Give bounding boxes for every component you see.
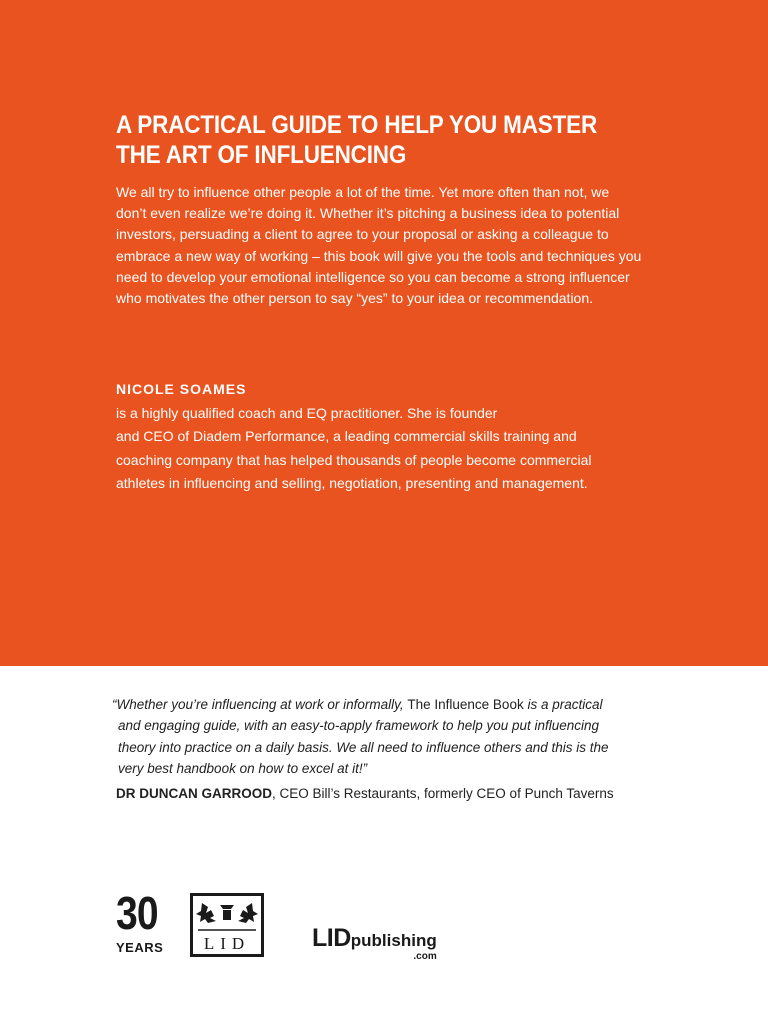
bio-text: is a highly qualified coach and EQ practitioner. She is founder [116, 404, 498, 421]
lid-crest-logo [190, 893, 264, 957]
author-bio [116, 378, 698, 496]
quote-text: is a practical [523, 697, 603, 712]
publisher-name: publishing [350, 931, 437, 950]
publisher-name-bold: LID [312, 924, 351, 952]
anniversary-label: YEARS [116, 940, 164, 955]
blurb-line: We all try to influence other people a lot of the time. Yet more often than not, we [116, 184, 610, 200]
blurb-line: embrace a new way of working – this book will give you the tools and techniques you [116, 247, 642, 264]
blurb-line: investors, persuading a client to agree to your proposal or asking a colleague to [116, 226, 609, 243]
anniversary-number: 30 [116, 887, 158, 939]
quote-text: “Whether you’re influencing at work or informally, [112, 697, 408, 712]
headline-line: THE ART OF INFLUENCING [116, 141, 407, 169]
blurb-line: need to develop your emotional intelligence so you can become a strong influencer [116, 268, 630, 285]
endorsement-quote [112, 694, 702, 780]
anniversary-badge [116, 887, 172, 960]
headline [116, 110, 620, 170]
quote-line: and engaging guide, with an easy-to-apply framework to help you put influencing [118, 718, 600, 734]
bio-line: athletes in influencing and selling, negotiation, presenting and management. [116, 475, 588, 491]
author-name: NICOLE SOAMES [116, 381, 247, 397]
endorsement-attribution [116, 786, 614, 801]
blurb-line: don’t even realize we’re doing it. Whether it’s pitching a business idea to potential [116, 205, 620, 222]
lid-crest-text: LID [203, 934, 251, 953]
bio-line [116, 378, 698, 425]
quote-line [112, 694, 702, 715]
bio-line: coaching company that has helped thousands of people become commercial [116, 451, 592, 468]
quote-line: theory into practice on a daily basis. We all need to influence others and this is the [118, 739, 609, 755]
publisher-domain: .com [413, 951, 437, 962]
publisher-logo [312, 924, 437, 962]
endorser-name: DR DUNCAN GARROOD [116, 786, 272, 801]
quote-line: very best handbook on how to excel at it!” [118, 761, 368, 777]
blurb-line: who motivates the other person to say “yes” to your idea or recommendation. [116, 290, 594, 307]
headline-line: A PRACTICAL GUIDE TO HELP YOU MASTER [116, 111, 598, 139]
bio-line: and CEO of Diadem Performance, a leading commercial skills training and [116, 428, 577, 444]
book-title-ref: The Influence Book [407, 697, 524, 712]
book-blurb [116, 182, 698, 309]
endorser-role: , CEO Bill’s Restaurants, formerly CEO of Punch Taverns [272, 786, 614, 801]
